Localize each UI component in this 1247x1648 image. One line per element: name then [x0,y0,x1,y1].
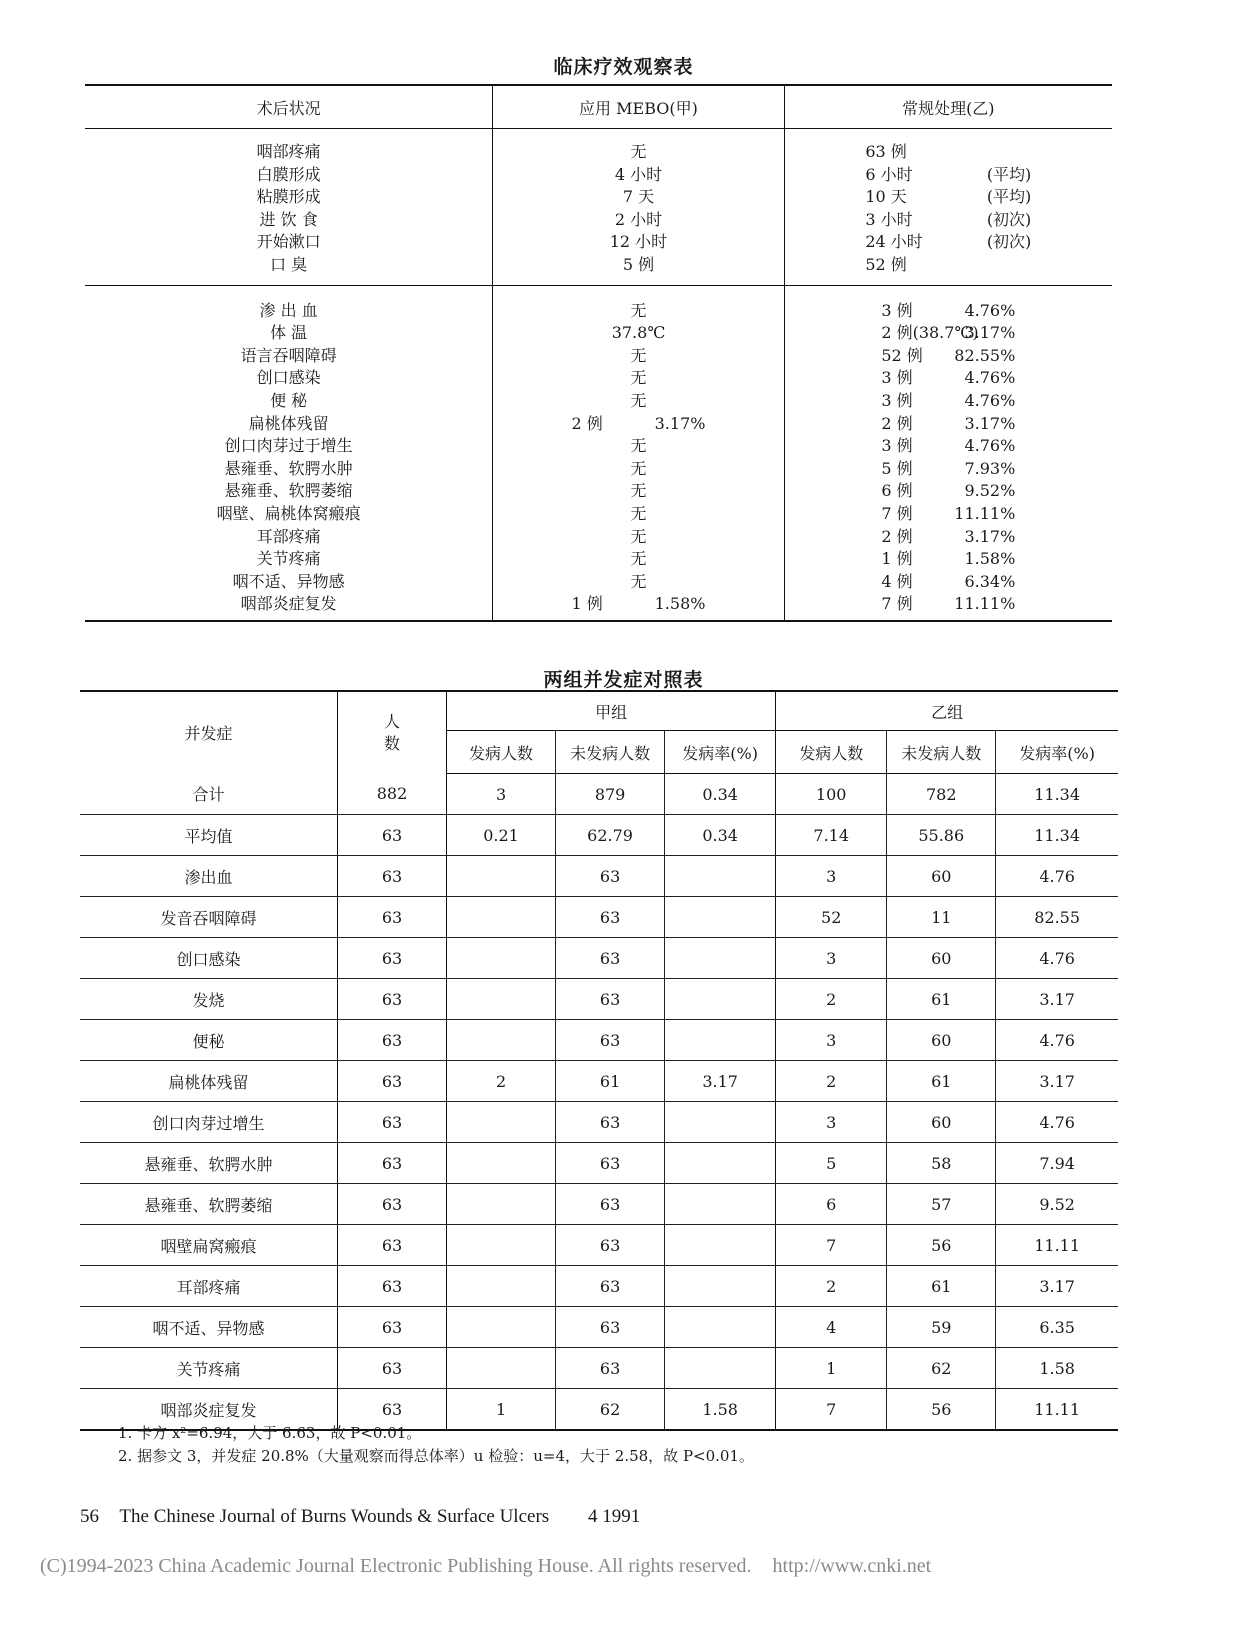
header-group-b: 乙组 [776,691,1118,731]
people-count: 63 [337,1225,446,1266]
table-row [80,1061,1118,1102]
conventional-value [785,141,1112,164]
a-noncases: 63 [556,1184,665,1225]
mebo-value: 无 [630,436,647,456]
journal-name: The Chinese Journal of Burns Wounds & Surface Ulcers [119,1506,550,1527]
complication-name: 创口肉芽过增生 [80,1102,337,1143]
complication-name: 平均值 [80,815,337,856]
mebo-value: 12 小时 [609,232,668,252]
a-noncases: 63 [556,1020,665,1061]
table-row [80,1184,1118,1225]
conventional-value [785,571,1112,594]
a-rate [665,1143,776,1184]
conventional-value-count: 52 例 [865,254,907,274]
people-count: 882 [337,774,446,815]
conventional-value [785,322,1112,345]
status-item: 口 臭 [270,254,308,274]
a-cases [447,1266,556,1307]
table-row [80,774,1118,815]
status-item: 便 秘 [270,390,308,410]
mebo-value: 无 [630,481,647,501]
a-rate [665,938,776,979]
table-notes [118,1422,754,1468]
header-b-cases: 发病人数 [776,731,887,774]
mebo-value-detail: 1.58% [654,594,706,614]
a-noncases: 63 [556,897,665,938]
b-cases: 3 [776,938,887,979]
a-noncases: 63 [556,856,665,897]
a-noncases: 62 [556,1389,665,1431]
b-cases: 7 [776,1225,887,1266]
b-cases: 3 [776,1102,887,1143]
a-rate: 3.17 [665,1061,776,1102]
conventional-value-detail: 4.76% [964,436,1016,456]
b-noncases: 57 [887,1184,996,1225]
conventional-value-detail: 11.11% [954,594,1016,614]
mebo-value: 37.8℃ [611,323,666,343]
a-cases [447,897,556,938]
conventional-value-detail: (初次) [986,209,1032,229]
conventional-value [785,367,1112,390]
people-count: 63 [337,1102,446,1143]
conventional-value-count: 3 例 [881,300,913,320]
group2-conventional-column [784,285,1112,621]
a-cases [447,856,556,897]
complication-name: 创口感染 [80,938,337,979]
table1-header-row [85,85,1112,129]
conventional-value-count: 7 例 [881,594,913,614]
a-rate [665,897,776,938]
a-rate [665,1184,776,1225]
note-1: 1. 卡方 x²=6.94，大于 6.63，故 P<0.01。 [118,1424,422,1442]
group2-status-column [85,285,493,621]
conventional-value [785,526,1112,549]
copyright-text: (C)1994-2023 China Academic Journal Electronic Publishing House. All rights reserved. [40,1555,752,1577]
a-cases: 1 [447,1389,556,1431]
conventional-value [785,548,1112,571]
conventional-value-count: 3 例 [881,390,913,410]
conventional-value [785,413,1112,436]
complication-comparison-table [80,690,1118,1431]
b-noncases: 782 [887,774,996,815]
mebo-value: 无 [630,390,647,410]
table1-group2 [85,285,1112,621]
b-rate: 3.17 [996,1061,1118,1102]
header-a-noncases: 未发病人数 [556,731,665,774]
conventional-value [785,458,1112,481]
conventional-value [785,300,1112,323]
conventional-value-count: 6 例 [881,481,913,501]
conventional-value-count: 1 例 [881,549,913,569]
conventional-value-detail: 9.52% [964,481,1016,501]
conventional-value [785,345,1112,368]
header-complication: 并发症 [80,691,337,774]
b-rate: 3.17 [996,1266,1118,1307]
conventional-value-detail: 11.11% [954,503,1016,523]
b-rate: 3.17 [996,979,1118,1020]
conventional-value [785,231,1112,254]
header-group-a: 甲组 [447,691,776,731]
status-item: 咽壁、扁桃体窝瘢痕 [216,503,361,523]
conventional-value-count: 52 例 [881,345,923,365]
people-count: 63 [337,1020,446,1061]
b-cases: 100 [776,774,887,815]
conventional-value-detail: 3.17% [964,413,1016,433]
people-count: 63 [337,1266,446,1307]
b-noncases: 59 [887,1307,996,1348]
table1-title: 临床疗效观察表 [553,56,694,78]
a-cases [447,1225,556,1266]
conventional-value-detail: 4.76% [964,390,1016,410]
status-item: 咽部炎症复发 [240,594,337,614]
a-noncases: 63 [556,1143,665,1184]
conventional-value-count: 2 例 [881,526,913,546]
header-people-line2: 数 [383,733,400,753]
table2-body [80,774,1118,1431]
b-rate: 7.94 [996,1143,1118,1184]
conventional-value [785,593,1112,616]
b-rate: 6.35 [996,1307,1118,1348]
conventional-value [785,503,1112,526]
b-rate: 4.76 [996,856,1118,897]
people-count: 63 [337,1348,446,1389]
b-rate: 1.58 [996,1348,1118,1389]
b-noncases: 60 [887,1020,996,1061]
complication-name: 发音吞咽障碍 [80,897,337,938]
mebo-value: 无 [630,368,647,388]
a-rate: 0.34 [665,774,776,815]
people-count: 63 [337,856,446,897]
header-mebo-group: 应用 MEBO(甲) [493,85,784,129]
a-cases: 3 [447,774,556,815]
a-noncases: 61 [556,1061,665,1102]
complication-name: 咽部炎症复发 [80,1389,337,1431]
mebo-value: 无 [630,571,647,591]
conventional-value-count: 5 例 [881,458,913,478]
a-cases [447,1020,556,1061]
people-count: 63 [337,897,446,938]
conventional-value-detail: 3.17% [964,526,1016,546]
a-rate [665,1307,776,1348]
conventional-value-detail: 82.55% [954,345,1016,365]
a-cases [447,1348,556,1389]
b-noncases: 56 [887,1225,996,1266]
status-item: 语言吞咽障碍 [240,345,337,365]
people-count: 63 [337,938,446,979]
a-cases [447,1307,556,1348]
mebo-value: 无 [630,142,647,161]
table-row [80,1307,1118,1348]
mebo-value: 无 [630,526,647,546]
a-noncases: 62.79 [556,815,665,856]
a-cases: 2 [447,1061,556,1102]
b-cases: 3 [776,856,887,897]
conventional-value [785,209,1112,232]
group1-conventional-column [784,129,1112,286]
b-noncases: 60 [887,938,996,979]
b-noncases: 11 [887,897,996,938]
status-item: 体 温 [270,323,308,343]
a-rate [665,1348,776,1389]
conventional-value [785,254,1112,277]
a-cases: 0.21 [447,815,556,856]
mebo-value [493,593,783,616]
conventional-value-count: 7 例 [881,503,913,523]
conventional-value-detail: 4.76% [964,300,1016,320]
mebo-value: 2 小时 [614,209,663,229]
a-rate [665,979,776,1020]
issue-info: 4 1991 [587,1506,641,1527]
complication-name: 合计 [80,774,337,815]
conventional-value-detail: (平均) [986,164,1032,184]
people-count: 63 [337,1307,446,1348]
complication-name: 咽壁扁窝瘢痕 [80,1225,337,1266]
conventional-value-count: 4 例 [881,571,913,591]
status-item: 关节疼痛 [256,549,321,569]
complication-name: 渗出血 [80,856,337,897]
b-cases: 52 [776,897,887,938]
status-item: 创口感染 [256,368,321,388]
people-count: 63 [337,1061,446,1102]
mebo-value: 无 [630,549,647,569]
conventional-value-detail: 6.34% [964,571,1016,591]
a-rate: 1.58 [665,1389,776,1431]
people-count: 63 [337,1143,446,1184]
b-noncases: 56 [887,1389,996,1431]
mebo-value: 5 例 [622,254,655,274]
b-cases: 2 [776,1061,887,1102]
a-noncases: 63 [556,1225,665,1266]
b-noncases: 61 [887,1266,996,1307]
a-noncases: 63 [556,979,665,1020]
b-noncases: 60 [887,856,996,897]
conventional-value-count: 3 例 [881,436,913,456]
b-cases: 3 [776,1020,887,1061]
table-row [80,938,1118,979]
table-row [80,1225,1118,1266]
b-rate: 82.55 [996,897,1118,938]
people-count: 63 [337,979,446,1020]
copyright-notice [40,1555,931,1578]
complication-name: 悬雍垂、软腭萎缩 [80,1184,337,1225]
b-noncases: 60 [887,1102,996,1143]
table-row [80,897,1118,938]
a-cases [447,1143,556,1184]
table-row [80,1102,1118,1143]
b-rate: 11.11 [996,1389,1118,1431]
a-rate: 0.34 [665,815,776,856]
b-rate: 11.34 [996,815,1118,856]
b-cases: 2 [776,1266,887,1307]
header-people-line1: 人 [383,711,400,731]
mebo-value: 无 [630,458,647,478]
b-rate: 11.11 [996,1225,1118,1266]
b-noncases: 58 [887,1143,996,1184]
conventional-value-count: 3 例 [881,368,913,388]
b-cases: 7 [776,1389,887,1431]
mebo-value: 7 天 [622,187,655,207]
conventional-value [785,164,1112,187]
header-b-noncases: 未发病人数 [887,731,996,774]
status-item: 创口肉芽过于增生 [224,436,353,456]
page-number: 56 [80,1506,99,1527]
a-noncases: 63 [556,1266,665,1307]
group1-status-column [85,129,493,286]
b-noncases: 61 [887,1061,996,1102]
status-item: 开始漱口 [256,232,321,252]
conventional-value-detail: 3.17% [964,323,1016,343]
status-item: 扁桃体残留 [248,413,329,433]
clinical-efficacy-table [85,84,1112,622]
header-postop-status: 术后状况 [85,85,493,129]
complication-name: 便秘 [80,1020,337,1061]
complication-name: 扁桃体残留 [80,1061,337,1102]
people-count: 63 [337,1389,446,1431]
table1-group1 [85,129,1112,286]
people-count: 63 [337,815,446,856]
header-b-rate: 发病率(%) [996,731,1118,774]
a-noncases: 63 [556,938,665,979]
conventional-value [785,390,1112,413]
a-rate [665,1225,776,1266]
b-cases: 4 [776,1307,887,1348]
table-row [80,1266,1118,1307]
mebo-value-detail: 3.17% [654,413,706,433]
table-row [80,1143,1118,1184]
b-rate: 9.52 [996,1184,1118,1225]
group2-mebo-column [493,285,784,621]
b-cases: 2 [776,979,887,1020]
mebo-value-count: 2 例 [571,413,603,433]
complication-name: 关节疼痛 [80,1348,337,1389]
a-cases [447,1102,556,1143]
header-a-cases: 发病人数 [447,731,556,774]
b-noncases: 55.86 [887,815,996,856]
status-item: 渗 出 血 [259,300,318,320]
status-item: 白膜形成 [256,164,321,184]
b-noncases: 61 [887,979,996,1020]
conventional-value-count: 6 小时 [865,164,913,184]
header-people [337,691,446,774]
conventional-value-count: 3 小时 [865,209,913,229]
people-count: 63 [337,1184,446,1225]
status-item: 进 饮 食 [259,209,318,229]
conventional-value-count: 10 天 [865,187,907,207]
a-noncases: 63 [556,1102,665,1143]
complication-name: 耳部疼痛 [80,1266,337,1307]
conventional-value-detail: (平均) [986,187,1032,207]
b-cases: 6 [776,1184,887,1225]
header-a-rate: 发病率(%) [665,731,776,774]
mebo-value: 无 [630,503,647,523]
conventional-value-detail: (初次) [986,232,1032,252]
table-row [80,979,1118,1020]
a-cases [447,979,556,1020]
b-cases: 7.14 [776,815,887,856]
copyright-url: http://www.cnki.net [772,1555,932,1577]
conventional-value-count: 63 例 [865,142,907,161]
conventional-value-detail: 1.58% [964,549,1016,569]
conventional-value-count: 2 例(38.7℃) [881,323,979,343]
conventional-value [785,186,1112,209]
conventional-value-count: 24 小时 [865,232,923,252]
note-2: 2. 据参文 3，并发症 20.8%（大量观察而得总体率）u 检验：u=4，大于 2.58，故 P<0.01。 [118,1447,755,1465]
mebo-value: 4 小时 [614,164,663,184]
complication-name: 悬雍垂、软腭水肿 [80,1143,337,1184]
complication-name: 发烧 [80,979,337,1020]
conventional-value-detail: 4.76% [964,368,1016,388]
status-item: 粘膜形成 [256,187,321,207]
table2-header-row-1 [80,691,1118,731]
b-cases: 1 [776,1348,887,1389]
b-noncases: 62 [887,1348,996,1389]
a-cases [447,1184,556,1225]
mebo-value: 无 [630,345,647,365]
status-item: 咽部疼痛 [256,142,321,161]
b-rate: 4.76 [996,938,1118,979]
b-rate: 11.34 [996,774,1118,815]
status-item: 咽不适、异物感 [232,571,345,591]
group1-mebo-column [493,129,784,286]
header-conventional-group: 常规处理(乙) [784,85,1112,129]
a-cases [447,938,556,979]
a-noncases: 879 [556,774,665,815]
status-item: 悬雍垂、软腭萎缩 [224,481,353,501]
table-row [80,856,1118,897]
mebo-value: 无 [630,300,647,320]
mebo-value-count: 1 例 [571,594,603,614]
a-rate [665,1266,776,1307]
conventional-value [785,480,1112,503]
a-rate [665,856,776,897]
b-rate: 4.76 [996,1102,1118,1143]
b-rate: 4.76 [996,1020,1118,1061]
conventional-value-detail: 7.93% [964,458,1016,478]
table-row [80,815,1118,856]
conventional-value [785,435,1112,458]
table-row [80,1020,1118,1061]
b-cases: 5 [776,1143,887,1184]
a-noncases: 63 [556,1307,665,1348]
mebo-value [493,413,783,436]
a-noncases: 63 [556,1348,665,1389]
complication-name: 咽不适、异物感 [80,1307,337,1348]
table2-title: 两组并发症对照表 [543,669,704,691]
table-row [80,1348,1118,1389]
conventional-value-count: 2 例 [881,413,913,433]
status-item: 耳部疼痛 [256,526,321,546]
status-item: 悬雍垂、软腭水肿 [224,458,353,478]
a-rate [665,1102,776,1143]
page-footer [80,1506,640,1528]
a-rate [665,1020,776,1061]
